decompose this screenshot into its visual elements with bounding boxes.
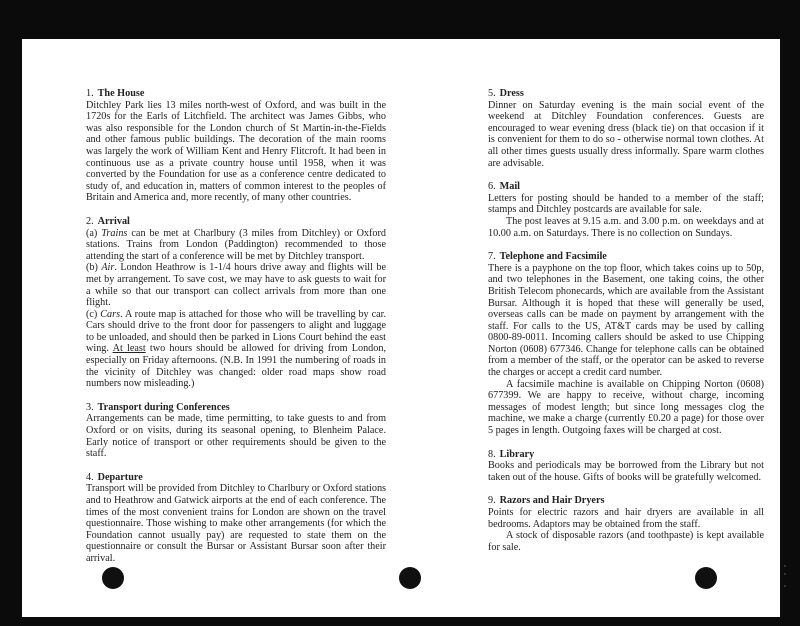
section-heading: 1. The House <box>86 88 145 99</box>
section-heading: 8. Library <box>488 448 535 460</box>
section-body: Arrangements can be made, time permitting, to take guests to and from Oxford or on visits, during its seasonal opening, to Blenheim Palace. Early notice of transport or other requirements should be given to the staff. <box>86 413 386 460</box>
section-body-2: A stock of disposable razors (and toothpaste) is kept available for sale. <box>488 530 764 553</box>
section-heading: 3. Transport during Conferences <box>86 401 230 413</box>
section-heading: 2. Arrival <box>86 215 130 227</box>
punch-hole-left <box>102 567 124 589</box>
section-heading: 9. Razors and Hair Dryers <box>488 495 605 507</box>
section-body: Ditchley Park lies 13 miles north-west of Oxford, and was built in the 1720s for the Earls of Litchfield. The architect was James Gibbs, who was also responsible for the London church of St Martin-in-the-Fields and other famous public buildings. The decoration of the main rooms was largely the work of William Kent and Henry Flitcroft. It had been in continuous use as a private country house until 1958, when it was converted by the Foundation for use as a conference centre dedicated to study of, and education in, matters of common interest to the peoples of Britain and America and, more recently, of many other countries. <box>86 99 386 204</box>
section-body-2: The post leaves at 9.15 a.m. and 3.00 p.m. on weekdays and at 10.00 a.m. on Saturdays. There is no collection on Sundays. <box>488 215 764 239</box>
document-page <box>22 39 780 617</box>
section-body: Books and periodicals may be borrowed from the Library but not taken out of the house. Gifts of books will be gratefully welcomed. <box>488 460 764 483</box>
section-departure <box>86 472 386 565</box>
section-transport <box>86 402 386 460</box>
section-the-house <box>86 88 386 204</box>
section-arrival <box>86 216 386 390</box>
section-heading: 7. Telephone and Facsimile <box>488 251 607 263</box>
section-body-2: A facsimile machine is available on Chipping Norton (0608) 677399. We are happy to receive, without charge, incoming messages of modest length; but since long messages clog the machine, we make a charge (currently £0.20 a page) for those over 5 pages in length. Outgoing faxes will be charged at cost. <box>488 378 764 437</box>
edge-mark <box>784 573 786 575</box>
right-column <box>488 88 764 565</box>
section-heading: 4. Departure <box>86 471 143 483</box>
section-body: Transport will be provided from Ditchley to Charlbury or Oxford stations and to Heathrow and Gatwick airports at the end of each conference. The times of the most convenient trains for London are shown on the travel questionnaire. Those wishing to make other arrangements (for which the Foundation cannot usually pay) are requested to state them on the questionnaire or consult the Bursar or Assistant Bursar soon after their arrival. <box>86 483 386 564</box>
left-column <box>86 88 386 577</box>
arrival-air: (b) Air. London Heathrow is 1-1/4 hours drive away and flights will be met by arrangement. To save cost, we may have to ask guests to wait for a while so that our transport can collect arrivals from more than one flight. <box>86 262 387 309</box>
section-telephone <box>488 251 764 437</box>
section-body: Letters for posting should be handed to a member of the staff; stamps and Ditchley postcards are available for sale. <box>488 192 764 216</box>
punch-hole-right <box>695 567 717 589</box>
section-heading: 5. Dress <box>488 88 524 99</box>
edge-mark <box>784 565 786 567</box>
section-razors <box>488 495 764 553</box>
section-body: There is a payphone on the top floor, which takes coins up to 50p, and two telephones in the Basement, one taking coins, the other British Telecom phonecards, which are available from the Assistant Bursar. Although it is hoped that these will generally be used, overseas calls can be made on payment by arrangement with the staff. For calls to the US, AT&T cards may be used by calling 0800-89-0011. Incoming callers should be asked to use Chipping Norton (0608) 677346. Change for telephone calls can be obtained from a member of the staff, or the operator can be asked to reverse the charges or accept a credit card number. <box>488 262 764 379</box>
arrival-trains: (a) Trains can be met at Charlbury (3 miles from Ditchley) or Oxford stations. Trains from London (Paddington) recommended to those attending the start of a conference will be met by Ditchley transport. <box>86 227 386 262</box>
edge-mark <box>784 585 786 587</box>
section-mail <box>488 181 764 239</box>
section-body: Dinner on Saturday evening is the main social event of the weekend at Ditchley Foundation conferences. Guests are encouraged to wear evening dress (black tie) on that occasion if it is convenient for them to do so - otherwise normal town clothes. At all other times guests usually dress informally. Spare warm clothes are advisable. <box>488 99 764 169</box>
section-body: Points for electric razors and hair dryers are available in all bedrooms. Adaptors may be obtained from the staff. <box>488 507 764 530</box>
section-heading: 6. Mail <box>488 181 521 193</box>
section-dress <box>488 88 764 169</box>
arrival-cars: (c) Cars. A route map is attached for those who will be travelling by car. Cars should drive to the front door for passengers to alight and luggage to be unloaded, and should then be parked in Lions Court behind the east wing. At least two hours should be allowed for driving from London, especially on Friday afternoons. (N.B. In 1991 the numbering of roads in the vicinity of Ditchley was changed: older road maps show road numbers now misleading.) <box>86 308 387 390</box>
section-library <box>488 449 764 484</box>
punch-hole-center <box>399 567 421 589</box>
